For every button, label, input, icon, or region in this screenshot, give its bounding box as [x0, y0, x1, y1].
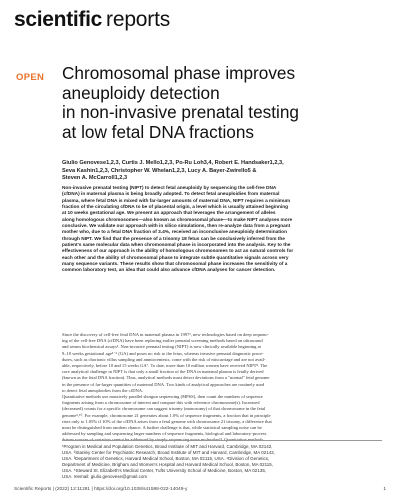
- footer-citation: [14, 487, 187, 492]
- abstract-line: common laboratory test, an idea that could also advance cfDNA analyses for cancer detection.: [62, 268, 276, 274]
- affiliation-line: USA. ²Stanley Center for Psychiatric Research, Broad Institute of MIT and Harvard, Cambridge, MA 02142,: [62, 450, 276, 456]
- body-line: and serum biochemical assays². Non-invasive prenatal testing (NIPT) is now clinically available beginning at: [62, 344, 261, 350]
- body-line: Quantitative methods use massively parallel shotgun sequencing (MPSS), then count the numbers of sequence: [62, 394, 263, 400]
- affiliation-divider: [62, 440, 382, 441]
- abstract-line: each other and the ability of chromosomal phase to integrate subtle quantitative signals across very: [62, 255, 289, 261]
- affiliation-line: USA. ⁵Steward St. Elizabeth's Medical Center, Tufts University School of Medicine, Boston, MA 02135,: [62, 468, 267, 474]
- body-line: to detect fetal aneuploidies from the cfDNA.: [62, 387, 144, 393]
- body-line: driven sources of variation cannot be addressed by simply sequencing more molecules¹¹. Quantitative methods: [62, 437, 264, 443]
- affiliation-line: USA. ✉email: giulio.genovese@gmail.com: [62, 474, 148, 480]
- author-line: Steven A. McCarroll1,2,3: [62, 175, 128, 182]
- affiliation-line: ¹Program in Medical and Population Genetics, Broad Institute of MIT and Harvard, Cambridge, MA 02142,: [62, 444, 273, 449]
- body-line: rises only to 1.05% if 10% of the cfDNA arises from a fetal genome with chromosome 21 trisomy, a difference that: [62, 418, 272, 424]
- abstract-line: at 10 weeks gestational age. We present an approach that leverages the arrangement of alleles: [62, 211, 276, 217]
- abstract-line: (cfDNA) in maternal plasma is being broadly adopted. To detect fetal aneuploidies from maternal: [62, 192, 280, 198]
- author-line: Giulio Genovese1,2,3, Curtis J. Mello1,2,3, Po-Ru Loh3,4, Robert E. Handsaker1,2,3,: [62, 160, 284, 166]
- body-line: Since the discovery of cell-free fetal DNA in maternal plasma in 1997¹, new technologies based on deep sequenc-: [62, 332, 269, 337]
- abstract-line: along homologous chromosomes—also known as chromosomal phase—to make NIPT analyses more: [62, 217, 293, 223]
- page-number: 1: [383, 487, 386, 492]
- body-text: [62, 332, 382, 444]
- title-line: in non-invasive prenatal testing: [62, 102, 299, 122]
- title-line: aneuploidy detection: [62, 82, 220, 103]
- affiliations: [62, 444, 382, 481]
- journal-name-bold: scientific: [14, 8, 103, 31]
- body-line: ing of the cell-free DNA (cfDNA) have been replacing earlier prenatal screening methods based on ultrasound: [62, 338, 263, 344]
- abstract-line: mother who, due to a fetal DNA fraction of 3.4%, received an inconclusive aneuploidy determination: [62, 230, 287, 236]
- affiliation-line: USA. ³Department of Genetics, Harvard Medical School, Boston, MA 02115, USA. ⁴Division of Genetics,: [62, 456, 270, 462]
- body-line: in the presence of far-larger quantities of maternal DNA. Two kinds of analytical approaches are routinely used: [62, 381, 265, 387]
- abstract-line: many sequence variants. These results show that chromosomal phase increases the sensitivity of a: [62, 262, 288, 268]
- body-line: 9–10 weeks gestational age³⁻⁶ (GA) and poses no risk to the fetus, whereas invasive prenatal diagnostic proce-: [62, 350, 264, 356]
- body-line: addressed by sampling and sequencing larger numbers of sequence fragments, biological and laboratory-process: [62, 431, 267, 437]
- author-line: Seva Kashin1,2,3, Christopher W. Whelan1,2,3, Lucy A. Bayer-Zwirello5 &: [62, 167, 257, 174]
- title-line: at low fetal DNA fractions: [62, 121, 255, 142]
- body-line: core analytical challenge in NIPT is that only a small fraction of the DNA in maternal plasma is fetally derived: [62, 369, 264, 375]
- body-line: fragments arising from a chromosome of interest and compare this with reference chromosome(s). Increased: [62, 400, 260, 406]
- body-line: (known as the fetal DNA fraction). Thus, analytical methods must detect deviations from a "normal" fetal genome: [62, 375, 270, 381]
- abstract-line: patient's same molecular data when chromosomal phase is incorporated into the analysis. Key to the: [62, 243, 291, 249]
- abstract-line: conclusive. We validate our approach with in silico simulations, then re-analyze data from a pregnant: [62, 224, 291, 230]
- body-line: (decreased) counts for a specific chromosome can suggest trisomy (monosomy) of that chromosome in the fetal: [62, 406, 266, 412]
- title-line: Chromosomal phase improves: [62, 63, 296, 83]
- footer-doi-link[interactable]: | https://doi.org/10.1038/s41598-022-14049-y: [91, 487, 188, 492]
- author-list: [62, 160, 382, 183]
- abstract-line: plasma, where fetal DNA is mixed with far-larger amounts of maternal DNA, NIPT requires a minimum: [62, 198, 291, 204]
- abstract-line: Non-invasive prenatal testing (NIPT) to detect fetal aneuploidy by sequencing the cell-free DNA: [62, 186, 277, 191]
- abstract: [62, 186, 382, 275]
- journal-name-light: reports: [106, 8, 171, 31]
- article-title: [62, 64, 382, 142]
- journal-masthead: [14, 8, 170, 34]
- abstract-line: through NIPT. We find that the presence of a trisomy 18 fetus can be conclusively inferred from the: [62, 236, 285, 242]
- abstract-line: fraction of the circulating cfDNA to be of placental origin, a level which is usually attained beginning: [62, 205, 289, 211]
- open-access-badge: OPEN: [16, 72, 45, 83]
- footer-journal-citation: Scientific Reports | (2022) 12:11281: [14, 487, 91, 492]
- body-line: able, respectively, before 10 and 15 weeks GA⁷. To date, more than 10 million women have received NIPT⁸. The: [62, 363, 268, 369]
- body-line: must be distinguished from random chance. A further challenge is that, while statistical sampling noise can be: [62, 425, 262, 431]
- abstract-line: effectiveness of our approach is the ability of homologous chromosomes to act as natural controls for: [62, 249, 294, 255]
- page-footer: [14, 487, 386, 492]
- body-line: genome⁹,¹⁰. For example, chromosome 21 generates about 1.0% of sequence fragments, a fraction that in principle: [62, 412, 271, 418]
- body-line: dures, such as chorionic villus sampling and amniocentesis, come with the risk of miscarriage and are not avail-: [62, 356, 266, 362]
- affiliation-line: Department of Medicine, Brigham and Women's Hospital and Harvard Medical School, Boston, MA 02115,: [62, 462, 274, 468]
